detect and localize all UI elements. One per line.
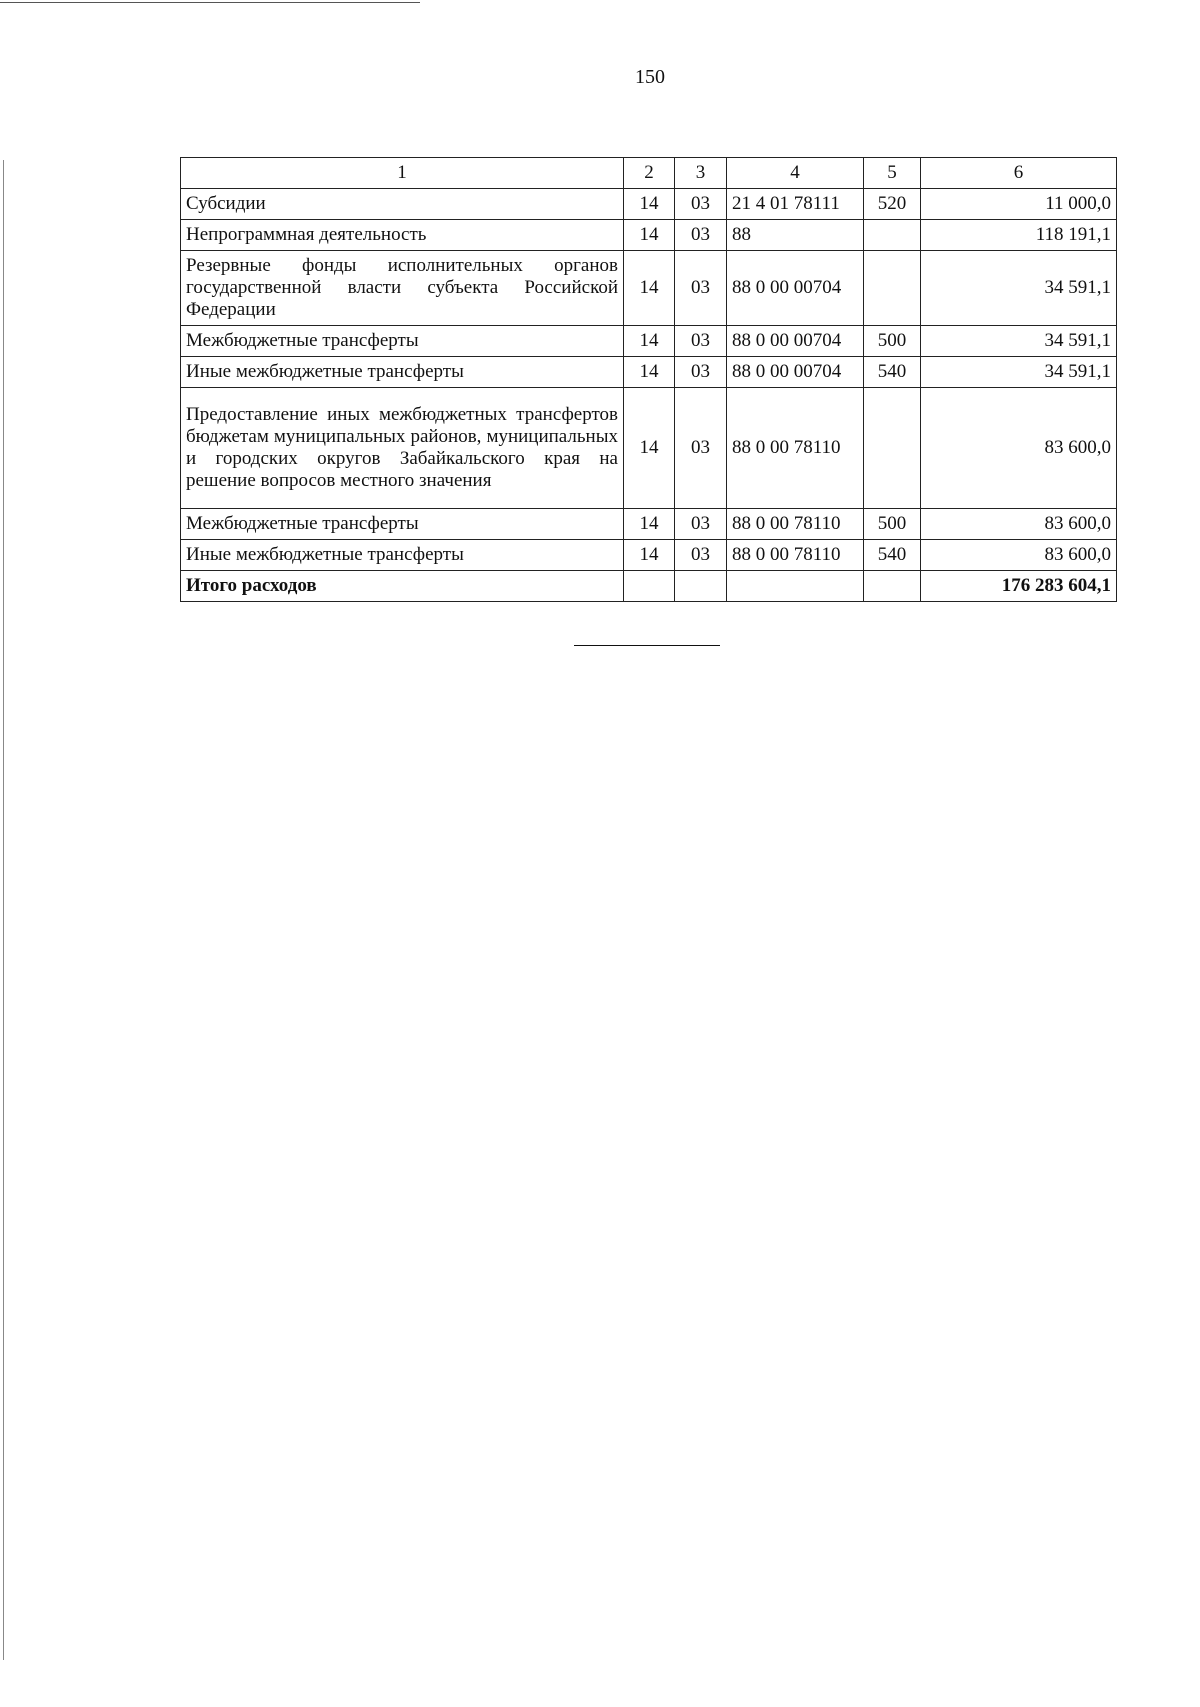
empty-cell [624,571,675,602]
scan-edge-top [0,2,420,3]
amount-cell: 83 600,0 [921,388,1117,509]
expense-type-cell [864,220,921,251]
target-article-cell: 88 0 00 78110 [727,509,864,540]
expense-type-cell [864,388,921,509]
section-code-cell: 14 [624,189,675,220]
expense-type-cell: 520 [864,189,921,220]
table-row [181,220,1117,251]
section-code-cell: 14 [624,540,675,571]
section-code-cell: 14 [624,251,675,326]
amount-cell: 34 591,1 [921,251,1117,326]
subsection-code-cell: 03 [675,251,727,326]
page-number: 150 [635,66,665,88]
section-code-cell: 14 [624,388,675,509]
expense-name-cell: Субсидии [181,189,624,220]
amount-cell: 83 600,0 [921,540,1117,571]
target-article-cell: 88 0 00 00704 [727,326,864,357]
target-article-cell: 21 4 01 78111 [727,189,864,220]
total-label: Итого расходов [181,571,624,602]
table-row [181,388,1117,509]
amount-cell: 83 600,0 [921,509,1117,540]
expense-type-cell: 540 [864,357,921,388]
header-cell: 1 [181,158,624,189]
total-amount: 176 283 604,1 [921,571,1117,602]
subsection-code-cell: 03 [675,357,727,388]
expense-name-cell: Межбюджетные трансферты [181,326,624,357]
scan-edge-left [3,160,4,1660]
header-cell: 2 [624,158,675,189]
expense-name-cell: Межбюджетные трансферты [181,509,624,540]
amount-cell: 34 591,1 [921,326,1117,357]
target-article-cell: 88 0 00 78110 [727,388,864,509]
table-row [181,189,1117,220]
section-code-cell: 14 [624,326,675,357]
header-cell: 4 [727,158,864,189]
expense-name-cell: Непрограммная деятельность [181,220,624,251]
amount-cell: 118 191,1 [921,220,1117,251]
table-row [181,540,1117,571]
expense-type-cell: 540 [864,540,921,571]
total-row [181,571,1117,602]
empty-cell [675,571,727,602]
section-code-cell: 14 [624,509,675,540]
expense-name-cell: Предоставление иных межбюджетных трансфертов бюджетам муниципальных районов, муниципальных и городских округов Забайкальского края на решение вопросов местного значения [181,388,624,509]
section-code-cell: 14 [624,220,675,251]
budget-table [180,157,1117,602]
header-cell: 3 [675,158,727,189]
subsection-code-cell: 03 [675,326,727,357]
target-article-cell: 88 0 00 78110 [727,540,864,571]
table-row [181,326,1117,357]
subsection-code-cell: 03 [675,509,727,540]
target-article-cell: 88 0 00 00704 [727,251,864,326]
target-article-cell: 88 [727,220,864,251]
subsection-code-cell: 03 [675,189,727,220]
expense-name-cell: Иные межбюджетные трансферты [181,357,624,388]
subsection-code-cell: 03 [675,540,727,571]
target-article-cell: 88 0 00 00704 [727,357,864,388]
end-of-document-rule [574,645,720,646]
expense-type-cell: 500 [864,326,921,357]
subsection-code-cell: 03 [675,220,727,251]
empty-cell [727,571,864,602]
section-code-cell: 14 [624,357,675,388]
table-row [181,509,1117,540]
table-header-row [181,158,1117,189]
header-cell: 6 [921,158,1117,189]
amount-cell: 34 591,1 [921,357,1117,388]
empty-cell [864,571,921,602]
expense-name-cell: Иные межбюджетные трансферты [181,540,624,571]
table-row [181,357,1117,388]
header-cell: 5 [864,158,921,189]
amount-cell: 11 000,0 [921,189,1117,220]
expense-type-cell [864,251,921,326]
expense-name-cell: Резервные фонды исполнительных органов государственной власти субъекта Российской Федерации [181,251,624,326]
expense-type-cell: 500 [864,509,921,540]
subsection-code-cell: 03 [675,388,727,509]
table-row [181,251,1117,326]
